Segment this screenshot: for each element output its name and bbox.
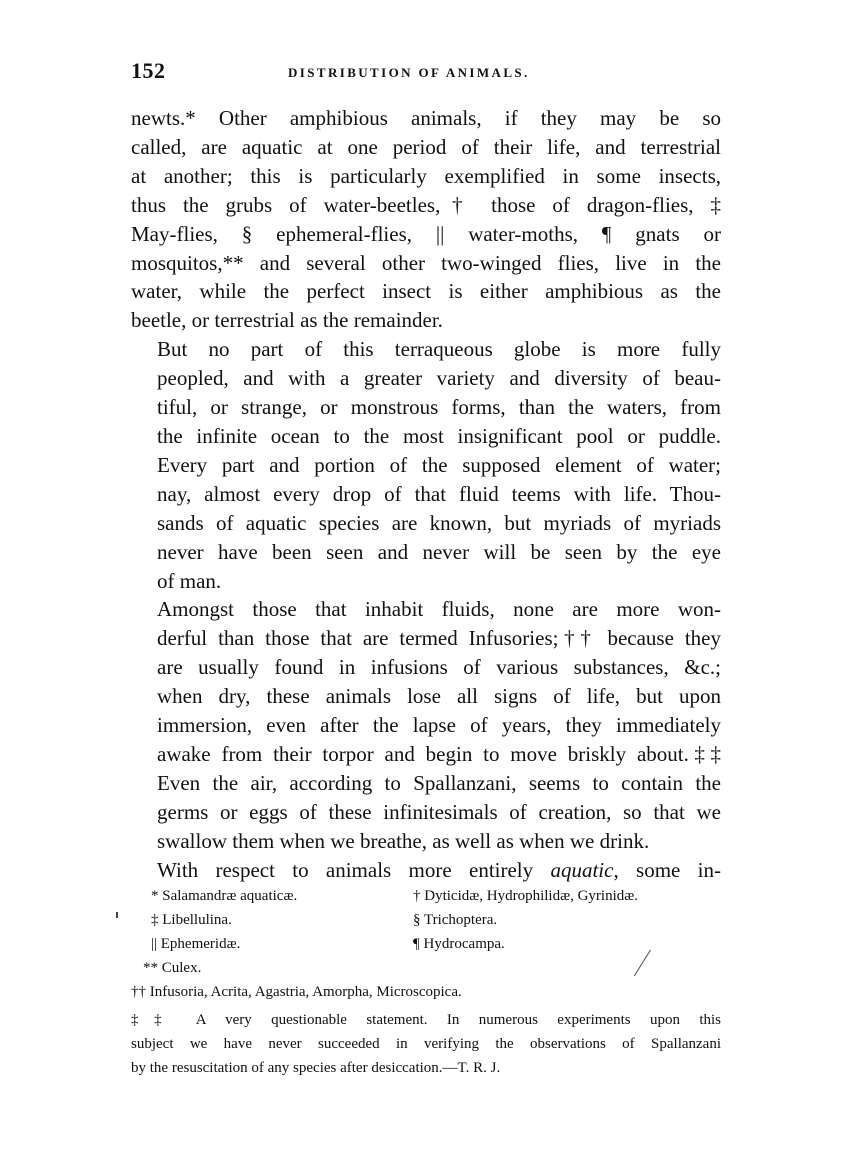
text-line: derful than those that are termed Infusories;†† because they — [157, 626, 721, 651]
footnotes — [131, 884, 721, 1080]
paragraph-1 — [131, 104, 721, 335]
footnote-dyticidae: † Dyticidæ, Hydrophilidæ, Gyrinidæ. — [413, 888, 638, 904]
footnote-row — [131, 908, 721, 932]
footnote-questionable — [131, 1008, 721, 1080]
text-line: awake from their torpor and begin to move briskly about.‡‡ — [157, 741, 721, 766]
text-line: beetle, or terrestrial as the remainder. — [131, 308, 443, 333]
text-line: Even the air, according to Spallanzani, seems to contain the — [157, 770, 721, 795]
body-text — [131, 104, 721, 884]
footnote-ephemeridae: || Ephemeridæ. — [151, 936, 241, 952]
text-line: the infinite ocean to the most insignificant pool or puddle. — [157, 423, 721, 448]
page-number: 152 — [131, 58, 166, 83]
text-line: swallow them when we breathe, as well as when we drink. — [157, 828, 650, 853]
italic-word: aquatic — [550, 857, 614, 882]
text-line: called, are aquatic at one period of their life, and terrestrial — [131, 134, 721, 159]
text-run: , some in- — [613, 857, 721, 882]
paragraph-3 — [131, 595, 721, 855]
running-head: DISTRIBUTION OF ANIMALS. — [288, 65, 530, 80]
text-line: Every part and portion of the supposed element of water; — [157, 452, 721, 477]
text-line: But no part of this terraqueous globe is more fully — [157, 337, 721, 362]
text-run: With respect to animals more entirely — [157, 857, 551, 882]
paragraph-2 — [131, 335, 721, 595]
footnote-line: ‡‡ A very questionable statement. In numerous experiments upon this — [131, 1012, 721, 1028]
text-line: when dry, these animals lose all signs of life, but upon — [157, 684, 721, 709]
footnote-hydrocampa: ¶ Hydrocampa. — [413, 936, 505, 952]
text-line: mosquitos,** and several other two-winged flies, live in the — [131, 250, 721, 275]
footnote-row — [131, 956, 721, 980]
text-line: newts.* Other amphibious animals, if they may be so — [131, 106, 721, 130]
text-line: sands of aquatic species are known, but myriads of myriads — [157, 510, 721, 535]
paragraph-4 — [131, 856, 721, 885]
text-line: at another; this is particularly exemplified in some insects, — [131, 163, 721, 188]
text-line: water, while the perfect insect is either amphibious as the — [131, 279, 721, 304]
footnote-culex: ** Culex. — [143, 960, 202, 976]
footnote-salamandrae: * Salamandræ aquaticæ. — [151, 888, 298, 904]
text-line — [131, 856, 721, 885]
footnote-line: subject we have never succeeded in verifying the observations of Spallanzani — [131, 1036, 721, 1052]
text-line: of man. — [157, 568, 222, 593]
footnote-line: by the resuscitation of any species after desiccation.—T. R. J. — [131, 1060, 501, 1076]
text-line: thus the grubs of water-beetles,† those of dragon-flies, ‡ — [131, 192, 721, 217]
text-line: tiful, or strange, or monstrous forms, than the waters, from — [157, 395, 721, 420]
footnote-libellulina: ‡ Libellulina. — [151, 912, 232, 928]
text-line: never have been seen and never will be seen by the eye — [157, 539, 721, 564]
text-line: germs or eggs of these infinitesimals of creation, so that we — [157, 799, 721, 824]
footnote-infusoria: †† Infusoria, Acrita, Agastria, Amorpha, Microscopica. — [131, 984, 462, 1000]
footnote-row — [131, 980, 721, 1004]
footnote-row — [131, 932, 721, 956]
text-line: nay, almost every drop of that fluid teems with life. Thou- — [157, 481, 721, 506]
text-line: Amongst those that inhabit fluids, none are more won- — [157, 597, 721, 622]
text-line: immersion, even after the lapse of years, they immediately — [157, 713, 721, 738]
text-line: peopled, and with a greater variety and diversity of beau- — [157, 366, 721, 391]
footnote-row — [131, 884, 721, 908]
print-speck — [116, 912, 118, 918]
text-line: are usually found in infusions of various substances, &c.; — [157, 655, 721, 680]
footnote-trichoptera: § Trichoptera. — [413, 912, 498, 928]
page-header — [131, 58, 721, 88]
text-line: May-flies, § ephemeral-flies, || water-moths, ¶ gnats or — [131, 221, 721, 246]
